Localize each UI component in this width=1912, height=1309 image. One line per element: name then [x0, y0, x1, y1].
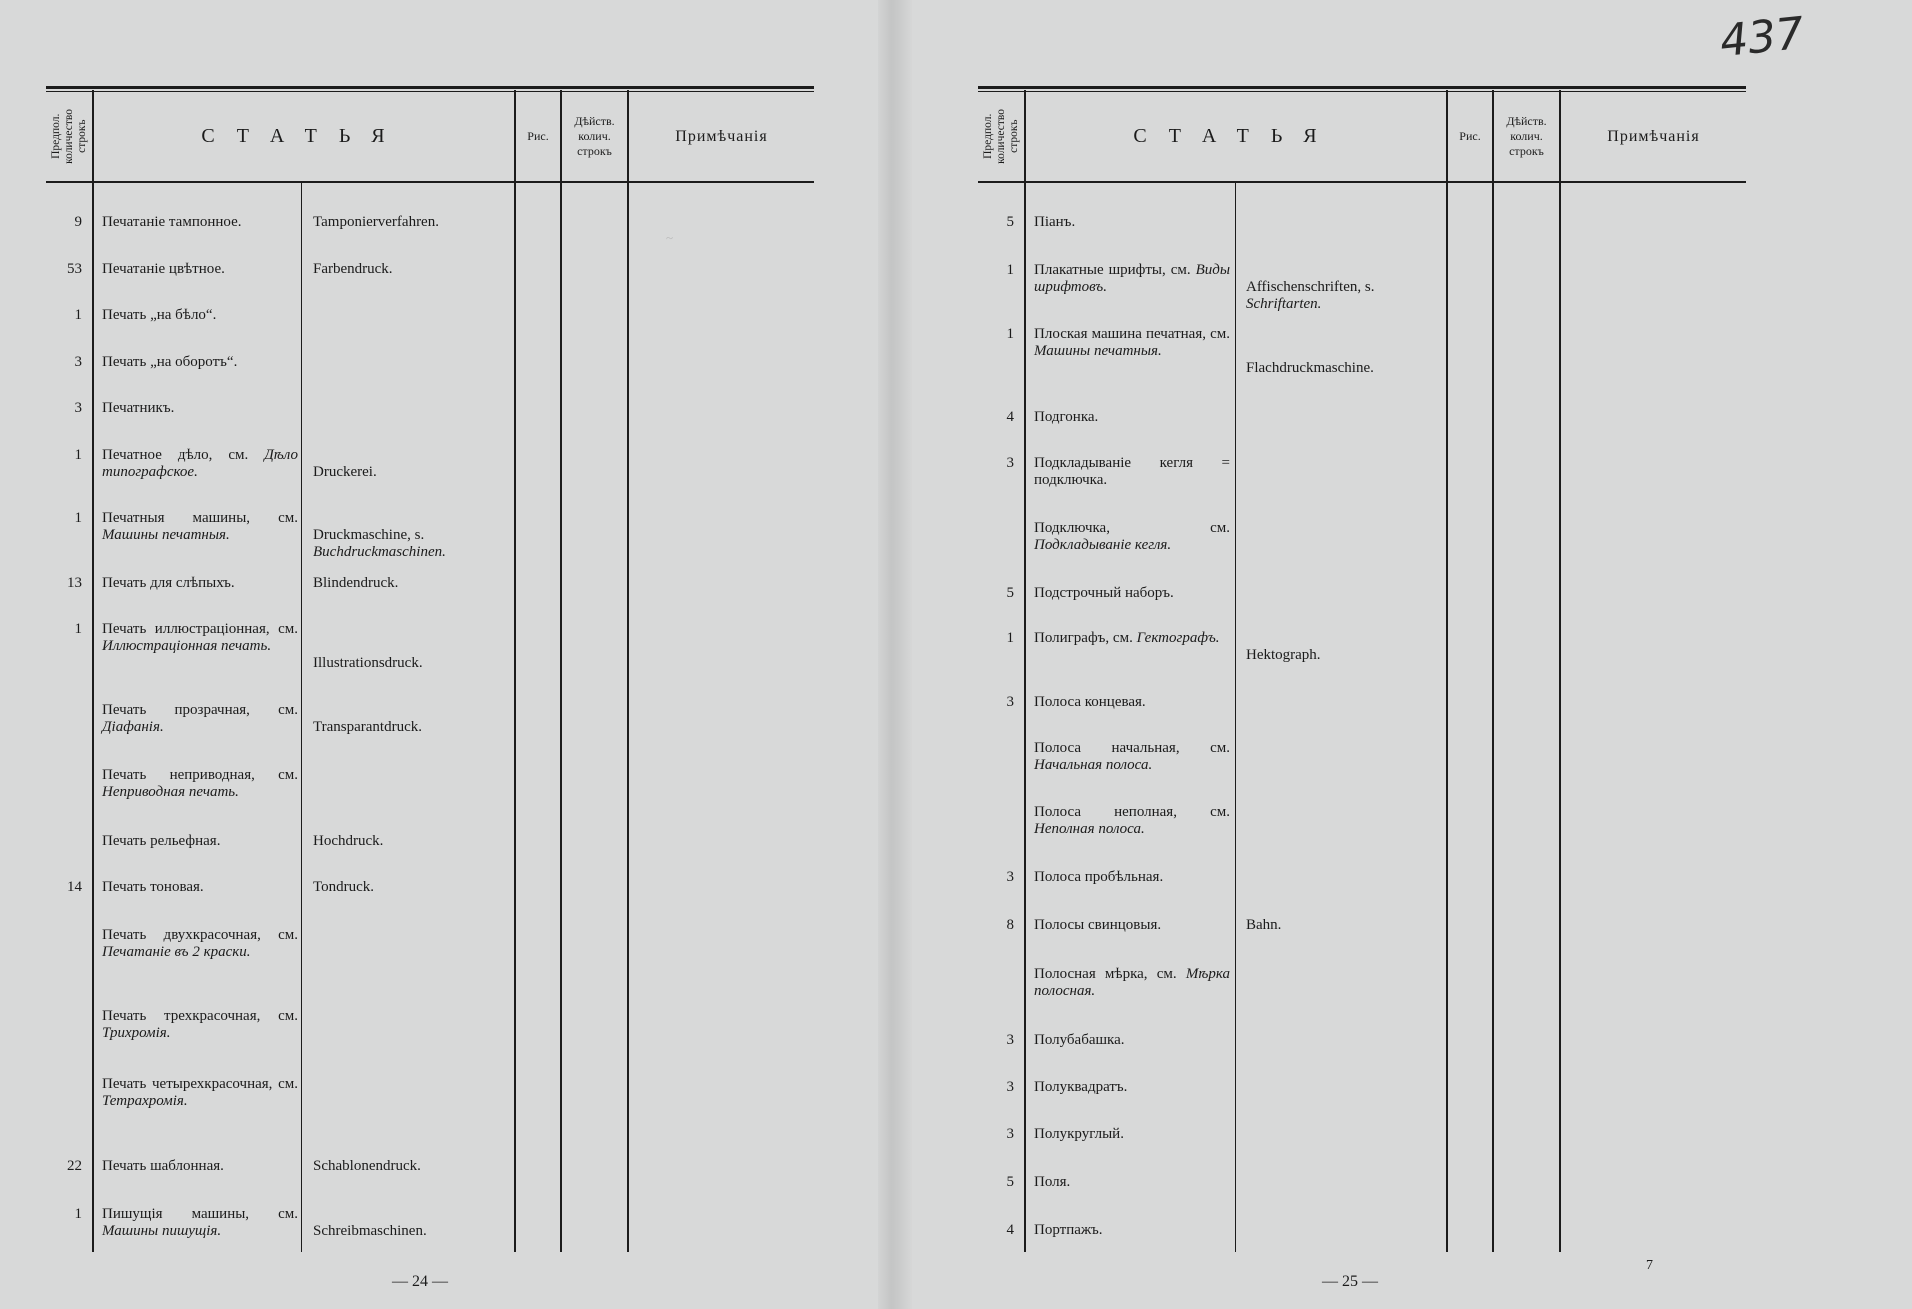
- column-rule-inner: [1235, 183, 1236, 1252]
- cross-reference: Печатаніе въ 2 краски.: [102, 944, 251, 960]
- german-term-text: Druckmaschine, s.: [313, 527, 425, 543]
- entry-term-text: Подгонка.: [1034, 409, 1099, 425]
- entry-term: [1034, 262, 1230, 296]
- german-cross-reference: Schriftarten.: [1246, 296, 1322, 312]
- line-count: 53: [67, 261, 82, 277]
- cross-reference: Начальная полоса.: [1034, 757, 1153, 773]
- line-count: 3: [1006, 1126, 1014, 1142]
- column-rule: [1024, 90, 1026, 1252]
- german-term: [313, 719, 511, 736]
- german-cross-reference: Buchdruckmaschinen.: [313, 544, 446, 560]
- entry-term-text: Полиграфъ, см.: [1034, 630, 1133, 646]
- entry-term: [1034, 1126, 1230, 1143]
- line-count: 3: [1006, 455, 1014, 471]
- german-term-text: Schreibmaschinen.: [313, 1223, 427, 1239]
- entry-term: [1034, 917, 1230, 934]
- entry-term: [102, 400, 298, 417]
- entry-term: [1034, 1079, 1230, 1096]
- line-count: 1: [1006, 326, 1014, 342]
- german-term-text: Bahn.: [1246, 917, 1282, 933]
- entry-term: [1034, 869, 1230, 886]
- entry-term-text: Печатаніе тампонное.: [102, 214, 242, 230]
- column-rule: [514, 90, 516, 1252]
- entry-term: [1034, 804, 1230, 838]
- german-term-text: Tondruck.: [313, 879, 375, 895]
- entry-term-text: Полубабашка.: [1034, 1032, 1125, 1048]
- german-term: [313, 575, 511, 592]
- entry-term: [102, 575, 298, 592]
- header-count: Предпол. количество строкъ: [981, 109, 1020, 164]
- entry-term-text: Печатникъ.: [102, 400, 175, 416]
- entry-term: [102, 307, 298, 324]
- header-article: СТАТЬЯ: [1133, 125, 1339, 147]
- header-actual: Дѣйств. колич. строкъ: [574, 114, 615, 158]
- column-rule: [627, 90, 629, 1252]
- page-number: — 25 —: [1322, 1273, 1378, 1290]
- entry-term-text: Полоса неполная, см.: [1034, 804, 1230, 820]
- column-rule: [1492, 90, 1494, 1252]
- handwritten-folio: 437: [1717, 7, 1807, 68]
- entry-term: [1034, 1222, 1230, 1239]
- line-count: 4: [1006, 1222, 1014, 1238]
- german-term: [1246, 647, 1442, 664]
- entry-term-text: Подстрочный наборъ.: [1034, 585, 1174, 601]
- entry-term-text: Печать двухкрасочная, см.: [102, 927, 298, 943]
- german-term-text: Hektograph.: [1246, 647, 1321, 663]
- german-term-text: Blindendruck.: [313, 575, 399, 591]
- german-term-text: Transparantdruck.: [313, 719, 423, 735]
- line-count: 3: [74, 354, 82, 370]
- cross-reference: Машины печатныя.: [1034, 343, 1162, 359]
- bleed-through: ~: [666, 230, 674, 245]
- german-term: [313, 879, 511, 896]
- entry-term-text: Полуквадратъ.: [1034, 1079, 1128, 1095]
- german-term: [313, 1158, 511, 1175]
- entry-term: [1034, 1174, 1230, 1191]
- entry-term-text: Печать шаблонная.: [102, 1158, 224, 1174]
- line-count: 1: [74, 510, 82, 526]
- line-count: 5: [1006, 1174, 1014, 1190]
- cross-reference: Подкладываніе кегля.: [1034, 537, 1172, 553]
- header-fig: Рис.: [527, 129, 549, 143]
- entry-term-text: Полоса концевая.: [1034, 694, 1146, 710]
- column-rule: [92, 90, 94, 1252]
- entry-term-text: Пишущія машины, см.: [102, 1206, 298, 1222]
- entry-term-text: Портпажъ.: [1034, 1222, 1103, 1238]
- column-rule: [560, 90, 562, 1252]
- entry-term: [1034, 1032, 1230, 1049]
- line-count: 5: [1006, 214, 1014, 230]
- entry-term-text: Печать „на бѣло“.: [102, 307, 217, 323]
- entry-term-text: Плоская машина печатная, см.: [1034, 326, 1230, 342]
- entry-term-text: Печать трехкрасочная, см.: [102, 1008, 298, 1024]
- book-gutter: [878, 0, 912, 1309]
- header-notes: Примѣчанія: [1607, 127, 1700, 145]
- entry-term: [102, 447, 298, 481]
- entry-term-text: Подкладываніе кегля = подключка.: [1034, 455, 1230, 488]
- german-term: [313, 655, 511, 672]
- entry-term: [1034, 966, 1230, 1000]
- german-term: [1246, 360, 1442, 377]
- line-count: 3: [1006, 1079, 1014, 1095]
- line-count: 8: [1006, 917, 1014, 933]
- entry-term: [102, 1076, 298, 1110]
- entry-term: [1034, 740, 1230, 774]
- entry-term: [102, 261, 298, 278]
- entry-term-text: Піанъ.: [1034, 214, 1076, 230]
- entry-term: [102, 1008, 298, 1042]
- entry-term-text: Полоса пробѣльная.: [1034, 869, 1164, 885]
- line-count: 13: [67, 575, 82, 591]
- cross-reference: Тетрахромія.: [102, 1093, 188, 1109]
- german-term: [313, 527, 511, 561]
- header-article: СТАТЬЯ: [201, 125, 407, 147]
- signature-mark: 7: [1646, 1258, 1653, 1273]
- column-rule: [1446, 90, 1448, 1252]
- entry-term-text: Печать „на оборотъ“.: [102, 354, 238, 370]
- german-term-text: Illustrationsdruck.: [313, 655, 423, 671]
- german-term-text: Affischenschriften, s.: [1246, 279, 1375, 295]
- german-term-text: Druckerei.: [313, 464, 377, 480]
- entry-term-text: Поля.: [1034, 1174, 1071, 1190]
- line-count: 3: [74, 400, 82, 416]
- top-rule: [978, 86, 1746, 89]
- entry-term: [1034, 214, 1230, 231]
- line-count: 1: [74, 1206, 82, 1222]
- cross-reference: Діафанія.: [102, 719, 164, 735]
- entry-term: [102, 621, 298, 655]
- german-term-text: Hochdruck.: [313, 833, 384, 849]
- german-term: [313, 833, 511, 850]
- entry-term-text: Печатныя машины, см.: [102, 510, 298, 526]
- german-term: [1246, 279, 1442, 313]
- header-notes: Примѣчанія: [675, 127, 768, 145]
- entry-term: [102, 702, 298, 736]
- entry-term: [102, 879, 298, 896]
- header-count: Предпол. количество строкъ: [49, 109, 88, 164]
- entry-term: [102, 767, 298, 801]
- line-count: 1: [74, 447, 82, 463]
- entry-term-text: Печать для слѣпыхъ.: [102, 575, 235, 591]
- line-count: 9: [74, 214, 82, 230]
- entry-term-text: Печатаніе цвѣтное.: [102, 261, 225, 277]
- line-count: 5: [1006, 585, 1014, 601]
- cross-reference: Неприводная печать.: [102, 784, 239, 800]
- entry-term-text: Полукруглый.: [1034, 1126, 1124, 1142]
- entry-term: [102, 833, 298, 850]
- entry-term-text: Подключка, см.: [1034, 520, 1230, 536]
- entry-term: [1034, 326, 1230, 360]
- entry-term-text: Печатное дѣло, см.: [102, 447, 249, 463]
- entry-term-text: Печать рельефная.: [102, 833, 221, 849]
- german-term: [313, 261, 511, 278]
- entry-term-text: Печать иллюстраціонная, см.: [102, 621, 298, 637]
- cross-reference: Трихромія.: [102, 1025, 171, 1041]
- german-term-text: Farbendruck.: [313, 261, 393, 277]
- entry-term: [102, 510, 298, 544]
- line-count: 1: [74, 307, 82, 323]
- cross-reference: Мѣрка полосная.: [1034, 966, 1230, 999]
- line-count: 1: [74, 621, 82, 637]
- line-count: 3: [1006, 694, 1014, 710]
- line-count: 22: [67, 1158, 82, 1174]
- german-term: [1246, 917, 1442, 934]
- top-rule: [46, 86, 814, 89]
- cross-reference: Виды шрифтовъ.: [1034, 262, 1230, 295]
- entry-term-text: Полоса начальная, см.: [1034, 740, 1230, 756]
- entry-term-text: Печать прозрачная, см.: [102, 702, 298, 718]
- german-term-text: Schablonendruck.: [313, 1158, 421, 1174]
- column-rule: [1559, 90, 1561, 1252]
- entry-term-text: Плакатные шрифты, см.: [1034, 262, 1191, 278]
- line-count: 4: [1006, 409, 1014, 425]
- column-rule-inner: [301, 183, 302, 1252]
- entry-term: [1034, 455, 1230, 489]
- entry-term-text: Печать четырехкрасочная, см.: [102, 1076, 298, 1092]
- entry-term: [1034, 520, 1230, 554]
- cross-reference: Машины пишущія.: [102, 1223, 222, 1239]
- page-number: — 24 —: [392, 1273, 448, 1290]
- entry-term-text: Печать неприводная, см.: [102, 767, 298, 783]
- entry-term-text: Печать тоновая.: [102, 879, 204, 895]
- german-term: [313, 214, 511, 231]
- entry-term-text: Полосы свинцовыя.: [1034, 917, 1162, 933]
- entry-term: [102, 1158, 298, 1175]
- line-count: 1: [1006, 630, 1014, 646]
- header-actual: Дѣйств. колич. строкъ: [1506, 114, 1547, 158]
- entry-term: [1034, 694, 1230, 711]
- line-count: 3: [1006, 869, 1014, 885]
- entry-term: [102, 927, 298, 961]
- german-term-text: Flachdruckmaschine.: [1246, 360, 1374, 376]
- line-count: 1: [1006, 262, 1014, 278]
- line-count: 3: [1006, 1032, 1014, 1048]
- cross-reference: Неполная полоса.: [1034, 821, 1145, 837]
- entry-term: [1034, 409, 1230, 426]
- line-count: 14: [67, 879, 82, 895]
- entry-term-text: Полосная мѣрка, см.: [1034, 966, 1177, 982]
- cross-reference: Машины печатныя.: [102, 527, 230, 543]
- entry-term: [1034, 585, 1230, 602]
- cross-reference: Иллюстраціонная печать.: [102, 638, 272, 654]
- left-page: [46, 0, 876, 1309]
- entry-term: [102, 1206, 298, 1240]
- cross-reference: Гектографъ.: [1136, 630, 1220, 646]
- german-term-text: Tamponierverfahren.: [313, 214, 439, 230]
- german-term: [313, 464, 511, 481]
- cross-reference: Дѣло типографское.: [102, 447, 298, 480]
- header-fig: Рис.: [1459, 129, 1481, 143]
- right-page: [978, 0, 1808, 1309]
- entry-term: [102, 354, 298, 371]
- entry-term: [1034, 630, 1230, 647]
- german-term: [313, 1223, 511, 1240]
- entry-term: [102, 214, 298, 231]
